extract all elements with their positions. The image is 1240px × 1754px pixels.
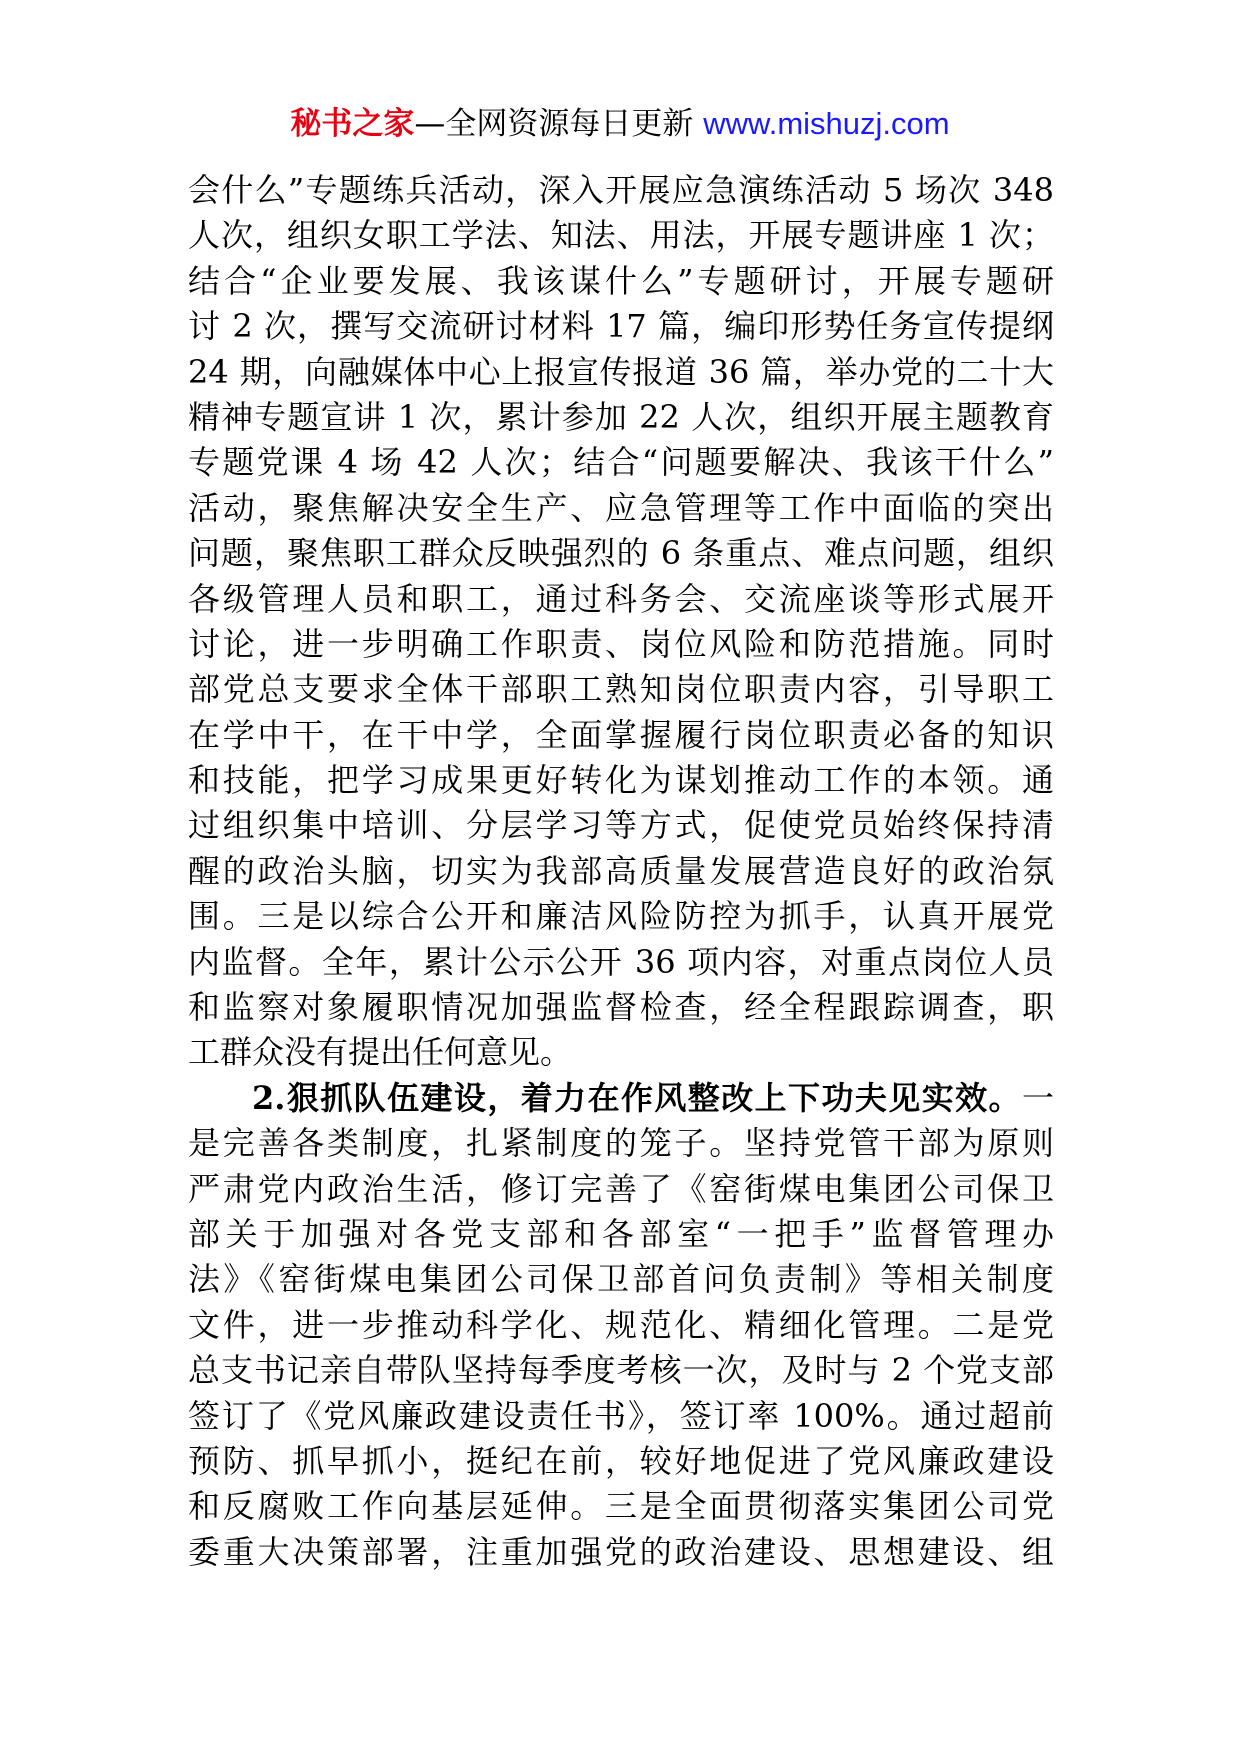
- text-line: 委重大决策部署，注重加强党的政治建设、思想建设、组: [188, 1532, 1054, 1571]
- text-line: 法》《窑街煤电集团公司保卫部首问负责制》等相关制度: [188, 1260, 1054, 1299]
- text-line: 24 期，向融媒体中心上报宣传报道 36 篇，举办党的二十大: [188, 352, 1054, 391]
- text-line: 各级管理人员和职工，通过科务会、交流座谈等形式展开: [188, 579, 1054, 618]
- text-line: 和监察对象履职情况加强监督检查，经全程跟踪调查，职: [188, 988, 1054, 1027]
- text-line: 精神专题宣讲 1 次，累计参加 22 人次，组织开展主题教育: [188, 397, 1054, 436]
- page-header: [0, 102, 1240, 146]
- text-line: 过组织集中培训、分层学习等方式，促使党员始终保持清: [188, 806, 1054, 845]
- section-heading-continuation: 一: [1021, 1078, 1054, 1117]
- website-link[interactable]: www.mishuzj.com: [703, 106, 950, 141]
- text-line: 在学中干，在干中学，全面掌握履行岗位职责必备的知识: [188, 715, 1054, 754]
- text-line: 和反腐败工作向基层延伸。三是全面贯彻落实集团公司党: [188, 1487, 1054, 1526]
- text-line: 内监督。全年，累计公示公开 36 项内容，对重点岗位人员: [188, 942, 1054, 981]
- text-line: 部党总支要求全体干部职工熟知岗位职责内容，引导职工: [188, 670, 1054, 709]
- text-line: 人次，组织女职工学法、知法、用法，开展专题讲座 1 次；: [188, 216, 1054, 255]
- header-slogan: —全网资源每日更新: [414, 106, 704, 142]
- text-line: 总支书记亲自带队坚持每季度考核一次，及时与 2 个党支部: [188, 1351, 1054, 1390]
- section-heading: 2.狠抓队伍建设，着力在作风整改上下功夫见实效。: [252, 1078, 1022, 1117]
- section-heading-line: [188, 1076, 1054, 1121]
- text-line: 醒的政治头脑，切实为我部高质量发展营造良好的政治氛: [188, 851, 1054, 890]
- text-line: 围。三是以综合公开和廉洁风险防控为抓手，认真开展党: [188, 897, 1054, 936]
- paragraph-end-line: 工群众没有提出任何意见。: [188, 1033, 573, 1072]
- text-line: 部关于加强对各党支部和各部室“一把手”监督管理办: [188, 1214, 1054, 1253]
- text-line: 问题，聚焦职工群众反映强烈的 6 条重点、难点问题，组织: [188, 534, 1054, 573]
- text-line: 和技能，把学习成果更好转化为谋划推动工作的本领。通: [188, 761, 1054, 800]
- text-line: 讨论，进一步明确工作职责、岗位风险和防范措施。同时: [188, 624, 1054, 663]
- text-line: 会什么”专题练兵活动，深入开展应急演练活动 5 场次 348: [188, 171, 1054, 209]
- text-line: 签订了《党风廉政建设责任书》，签订率 100%。通过超前: [188, 1396, 1054, 1435]
- text-line: 严肃党内政治生活，修订完善了《窑街煤电集团公司保卫: [188, 1169, 1054, 1208]
- text-line: 讨 2 次，撰写交流研讨材料 17 篇，编印形势任务宣传提纲: [188, 307, 1054, 346]
- text-line: 是完善各类制度，扎紧制度的笼子。坚持党管干部为原则: [188, 1124, 1054, 1163]
- text-line: 文件，进一步推动科学化、规范化、精细化管理。二是党: [188, 1305, 1054, 1344]
- text-line: 专题党课 4 场 42 人次；结合“问题要解决、我该干什么”: [188, 443, 1054, 482]
- text-line: 结合“企业要发展、我该谋什么”专题研讨，开展专题研: [188, 261, 1054, 300]
- text-line: 活动，聚焦解决安全生产、应急管理等工作中面临的突出: [188, 488, 1054, 527]
- document-body: [188, 168, 1054, 1575]
- text-line: 预防、抓早抓小，挺纪在前，较好地促进了党风廉政建设: [188, 1441, 1054, 1480]
- brand-name: 秘书之家: [290, 106, 415, 142]
